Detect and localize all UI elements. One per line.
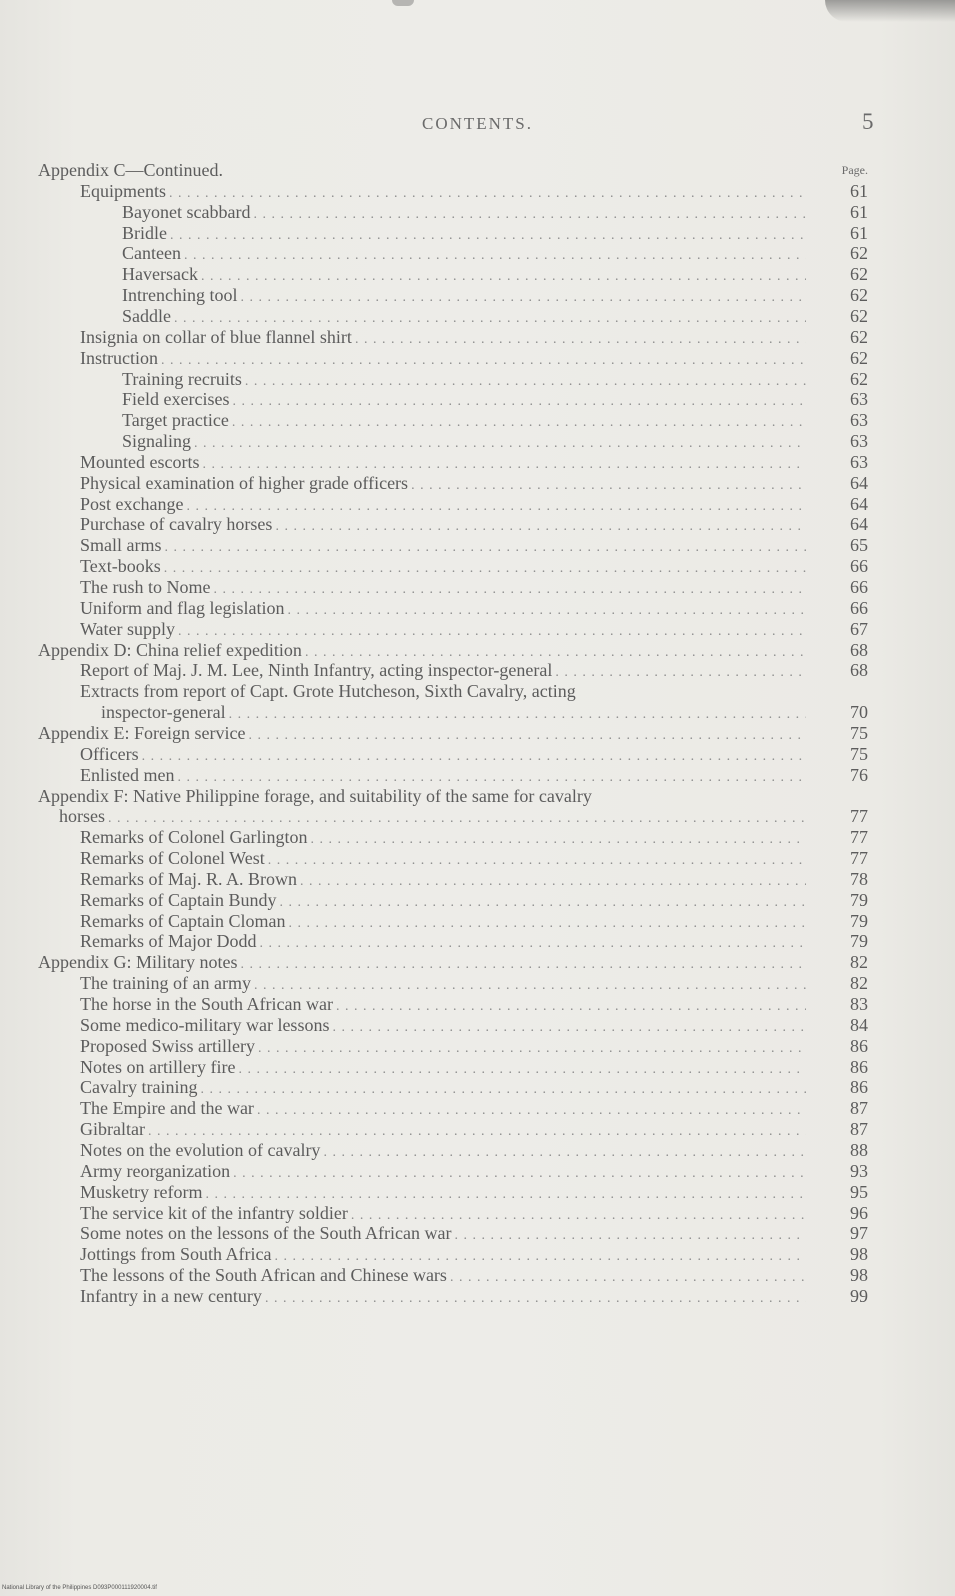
toc-entry — [38, 786, 806, 807]
toc-entry — [80, 327, 806, 348]
toc-entry-title: Jottings from South Africa — [80, 1244, 272, 1265]
dot-leader — [305, 642, 806, 661]
dot-leader — [240, 954, 806, 973]
toc-entry-title: Training recruits — [122, 368, 242, 389]
toc-entry-page: 62 — [850, 326, 868, 347]
dot-leader — [555, 662, 806, 681]
dot-leader — [336, 996, 806, 1015]
toc-entry — [80, 1015, 806, 1036]
toc-entry-title: Remarks of Colonel West — [80, 848, 265, 869]
toc-entry — [80, 1286, 806, 1307]
toc-entry-title: Enlisted men — [80, 764, 175, 785]
toc-entry-page: 98 — [850, 1244, 868, 1265]
dot-leader — [194, 433, 806, 452]
toc-entry-title: Signaling — [122, 431, 192, 452]
dot-leader — [169, 183, 806, 202]
toc-entry — [101, 702, 806, 723]
toc-entry-title: Infantry in a new century — [80, 1285, 262, 1306]
toc-entry-page: 82 — [850, 952, 868, 973]
toc-entry-page: 95 — [850, 1181, 868, 1202]
dot-leader — [184, 245, 806, 264]
toc-entry — [122, 369, 806, 390]
dot-leader — [148, 1121, 806, 1140]
toc-entry-title: The service kit of the infantry soldier — [80, 1202, 348, 1223]
toc-entry — [80, 1223, 806, 1244]
toc-entry-title: Canteen — [122, 243, 181, 264]
dot-leader — [248, 725, 806, 744]
toc-entry-title: Bridle — [122, 222, 167, 243]
toc-entry — [80, 619, 806, 640]
toc-entry-page: 83 — [850, 994, 868, 1014]
dot-leader — [161, 350, 806, 369]
dot-leader — [268, 850, 806, 869]
toc-entry — [80, 931, 806, 952]
toc-entry — [80, 827, 806, 848]
dot-leader — [245, 371, 806, 390]
toc-entry-page: 68 — [850, 660, 868, 681]
toc-entry-page: 82 — [850, 973, 868, 994]
dot-leader — [332, 1017, 806, 1036]
toc-entry-title: Intrenching tool — [122, 285, 238, 306]
dot-leader — [186, 496, 806, 515]
toc-entry — [80, 848, 806, 869]
dot-leader — [202, 454, 806, 473]
toc-entry-title: Saddle — [122, 305, 171, 326]
toc-entry-title: Small arms — [80, 535, 162, 556]
dot-leader — [275, 1246, 807, 1265]
toc-entry-title: Report of Maj. J. M. Lee, Ninth Infantry, acting inspector-general — [80, 660, 553, 681]
toc-entry-title: Extracts from report of Capt. Grote Hutcheson, Sixth Cavalry, acting — [80, 681, 576, 702]
toc-entry-page: 64 — [850, 514, 868, 535]
page-column-label: Page. — [841, 163, 868, 177]
toc-entry — [80, 1265, 806, 1286]
dot-leader — [279, 892, 806, 911]
dot-leader — [229, 704, 806, 723]
dot-leader — [351, 1205, 806, 1224]
toc-entry-title: Notes on the evolution of cavalry — [80, 1139, 321, 1160]
toc-entry — [80, 1203, 806, 1224]
toc-entry — [80, 1119, 806, 1140]
dot-leader — [213, 579, 806, 598]
page-number: 5 — [862, 109, 874, 134]
toc-entry-page: 62 — [850, 264, 868, 285]
scan-top-mark — [392, 0, 414, 6]
toc-entry-page: 75 — [850, 722, 868, 743]
toc-entry-page: 63 — [850, 451, 868, 472]
dot-leader — [240, 287, 806, 306]
toc-entry-page: 66 — [850, 556, 868, 577]
toc-entry-page: 97 — [850, 1223, 868, 1244]
toc-entry — [122, 431, 806, 452]
toc-entry — [80, 890, 806, 911]
toc-entry-page: 93 — [850, 1160, 868, 1181]
toc-entry-page: 64 — [850, 472, 868, 493]
toc-entry-title: Field exercises — [122, 389, 230, 410]
toc-entry — [80, 869, 806, 890]
toc-entry — [38, 723, 806, 744]
toc-entry — [80, 765, 806, 786]
toc-entry-page: 62 — [850, 347, 868, 368]
toc-entry — [80, 473, 806, 494]
toc-entry-title: Remarks of Maj. R. A. Brown — [80, 868, 297, 889]
toc-entry-page: 77 — [850, 806, 868, 827]
dot-leader — [323, 1142, 806, 1161]
toc-entry — [80, 494, 806, 515]
toc-entry — [122, 243, 806, 264]
dot-leader — [265, 1288, 806, 1307]
toc-entry-page: 98 — [850, 1265, 868, 1286]
dot-leader — [450, 1267, 806, 1286]
dot-leader — [200, 1079, 806, 1098]
toc-entry-page: 86 — [850, 1077, 868, 1098]
toc-entry-title: Some medico-military war lessons — [80, 1014, 330, 1035]
toc-entry-page: 62 — [850, 368, 868, 389]
dot-leader — [205, 1184, 806, 1203]
toc-entry — [38, 640, 806, 661]
toc-entry — [122, 306, 806, 327]
toc-entry-title: Gibraltar — [80, 1119, 145, 1140]
toc-entry — [59, 806, 806, 827]
toc-entry-page: 66 — [850, 577, 868, 597]
dot-leader — [232, 412, 806, 431]
dot-leader — [178, 621, 806, 640]
toc-entry-page: 86 — [850, 1056, 868, 1077]
toc-entry-title: The Empire and the war — [80, 1098, 254, 1119]
toc-entry-title: Appendix E: Foreign service — [38, 722, 246, 743]
toc-entry-title: Remarks of Colonel Garlington — [80, 827, 308, 848]
toc-entry-page: 67 — [850, 618, 868, 639]
dot-leader — [253, 204, 806, 223]
toc-entry — [80, 1098, 806, 1119]
toc-entry-title: Remarks of Captain Bundy — [80, 889, 277, 910]
scan-corner-shadow — [825, 0, 955, 22]
dot-leader — [232, 391, 806, 410]
toc-entry-title: Army reorganization — [80, 1160, 231, 1181]
toc-entry-title: Physical examination of higher grade officers — [80, 472, 409, 493]
dot-leader — [174, 308, 806, 327]
dot-leader — [233, 1163, 806, 1182]
toc-entry-page: 96 — [850, 1202, 868, 1223]
toc-entry-page: 76 — [850, 764, 868, 785]
toc-entry-page: 79 — [850, 931, 868, 952]
toc-entry-title: Remarks of Major Dodd — [80, 931, 257, 952]
toc-entry — [80, 1161, 806, 1182]
toc-entry — [80, 556, 806, 577]
toc-entry-page: 78 — [850, 868, 868, 889]
dot-leader — [275, 516, 806, 535]
toc-entry-title: Appendix G: Military notes — [38, 952, 238, 973]
toc-entry-title: horses — [59, 806, 105, 827]
toc-entry-title: Water supply — [80, 618, 176, 639]
toc-entry-title: Purchase of cavalry horses — [80, 514, 273, 535]
toc-entry-title: Haversack — [122, 264, 198, 285]
toc-entry — [80, 1077, 806, 1098]
scan-footer: National Library of the Philippines D093P000111920004.tif — [2, 1585, 157, 1591]
toc-entry-page: 62 — [850, 285, 868, 306]
toc-entry — [80, 598, 806, 619]
dot-leader — [165, 537, 807, 556]
toc-entry-title: The rush to Nome — [80, 577, 211, 597]
toc-entry-page: 99 — [850, 1285, 868, 1306]
toc-entry — [80, 348, 806, 369]
toc-entry — [80, 744, 806, 765]
toc-entry-page: 79 — [850, 910, 868, 931]
toc-entry-page: 65 — [850, 535, 868, 556]
dot-leader — [142, 746, 806, 765]
dot-leader — [287, 600, 806, 619]
dot-leader — [258, 1038, 806, 1057]
toc-entry — [80, 911, 806, 932]
dot-leader — [454, 1225, 806, 1244]
toc-entry-page: 79 — [850, 889, 868, 910]
toc-entry — [80, 535, 806, 556]
toc-entry — [80, 577, 806, 598]
dot-leader — [288, 913, 806, 932]
dot-leader — [177, 767, 806, 786]
toc-entry-title: Bayonet scabbard — [122, 201, 251, 222]
toc-entry-page: 70 — [850, 702, 868, 723]
toc-entry-title: Uniform and flag legislation — [80, 597, 285, 618]
dot-leader — [108, 808, 806, 827]
toc-entry-page: 63 — [850, 410, 868, 431]
dot-leader — [411, 475, 806, 494]
toc-entry-title: Post exchange — [80, 493, 184, 514]
toc-entry-page: 75 — [850, 743, 868, 764]
toc-entry-page: 84 — [850, 1014, 868, 1035]
toc-entry-page: 63 — [850, 431, 868, 452]
toc-entry — [80, 452, 806, 473]
toc-entry-page: 86 — [850, 1035, 868, 1056]
toc-entry-page: 63 — [850, 389, 868, 410]
toc-entry-page: 88 — [850, 1139, 868, 1160]
toc-entry — [122, 410, 806, 431]
toc-entry-title: The horse in the South African war — [80, 994, 333, 1014]
toc-entry-title: Text-books — [80, 556, 161, 577]
toc-entry — [122, 389, 806, 410]
toc-entry-title: The training of an army — [80, 973, 251, 994]
toc-entry-title: Appendix F: Native Philippine forage, and suitability of the same for cavalry — [38, 785, 592, 806]
toc-entry-page: 61 — [850, 180, 868, 201]
toc-entry-title: Notes on artillery fire — [80, 1056, 236, 1077]
toc-entry — [80, 1057, 806, 1078]
toc-entry-title: Appendix C—Continued. — [38, 160, 223, 180]
dot-leader — [254, 975, 806, 994]
dot-leader — [355, 329, 806, 348]
toc-entry — [80, 994, 806, 1015]
toc-entry-page: 62 — [850, 243, 868, 264]
toc-entry-page: 66 — [850, 597, 868, 618]
toc-entry — [80, 1182, 806, 1203]
toc-entry-title: Cavalry training — [80, 1077, 198, 1098]
toc-entry-title: Officers — [80, 743, 139, 764]
toc-entry — [80, 1036, 806, 1057]
dot-leader — [201, 266, 806, 285]
toc-entry-title: Proposed Swiss artillery — [80, 1035, 255, 1056]
toc-entry — [80, 1244, 806, 1265]
toc-entry — [80, 660, 806, 681]
toc-entry-page: 61 — [850, 201, 868, 222]
toc-entry-title: inspector-general — [101, 702, 226, 723]
page-title: CONTENTS. — [421, 114, 534, 133]
toc-entry-page: 61 — [850, 222, 868, 243]
toc-entry — [122, 202, 806, 223]
toc-entry — [80, 181, 806, 202]
toc-entry — [122, 223, 806, 244]
toc-entry-title: Musketry reform — [80, 1181, 203, 1202]
toc-entry-title: Mounted escorts — [80, 451, 200, 472]
toc-entry-title: Instruction — [80, 347, 158, 368]
dot-leader — [310, 829, 806, 848]
dot-leader — [238, 1059, 806, 1078]
toc-entry-page: 62 — [850, 305, 868, 326]
toc-entry — [80, 1140, 806, 1161]
toc-entry — [80, 681, 806, 702]
toc-entry-page: 77 — [850, 848, 868, 869]
toc-entry-page: 77 — [850, 827, 868, 848]
toc-entry — [122, 285, 806, 306]
toc-entry — [38, 160, 806, 181]
toc-entry — [38, 952, 806, 973]
toc-entry-title: The lessons of the South African and Chinese wars — [80, 1265, 447, 1286]
toc-entry — [122, 264, 806, 285]
toc-entry-page: 68 — [850, 639, 868, 660]
dot-leader — [170, 225, 806, 244]
toc-entry-title: Appendix D: China relief expedition — [38, 639, 302, 660]
toc-entry-title: Some notes on the lessons of the South African war — [80, 1223, 452, 1244]
toc-entry-title: Target practice — [122, 410, 229, 431]
dot-leader — [259, 933, 806, 952]
toc-entry-title: Equipments — [80, 180, 166, 201]
toc-entry-page: 87 — [850, 1119, 868, 1140]
toc-entry-page: 64 — [850, 493, 868, 514]
dot-leader — [300, 871, 806, 890]
dot-leader — [164, 558, 806, 577]
toc-entry-title: Remarks of Captain Cloman — [80, 910, 286, 931]
toc-entry — [80, 514, 806, 535]
dot-leader — [257, 1100, 806, 1119]
toc-entry-title: Insignia on collar of blue flannel shirt — [80, 326, 352, 347]
toc-entry — [80, 973, 806, 994]
toc-entry-page: 87 — [850, 1098, 868, 1119]
